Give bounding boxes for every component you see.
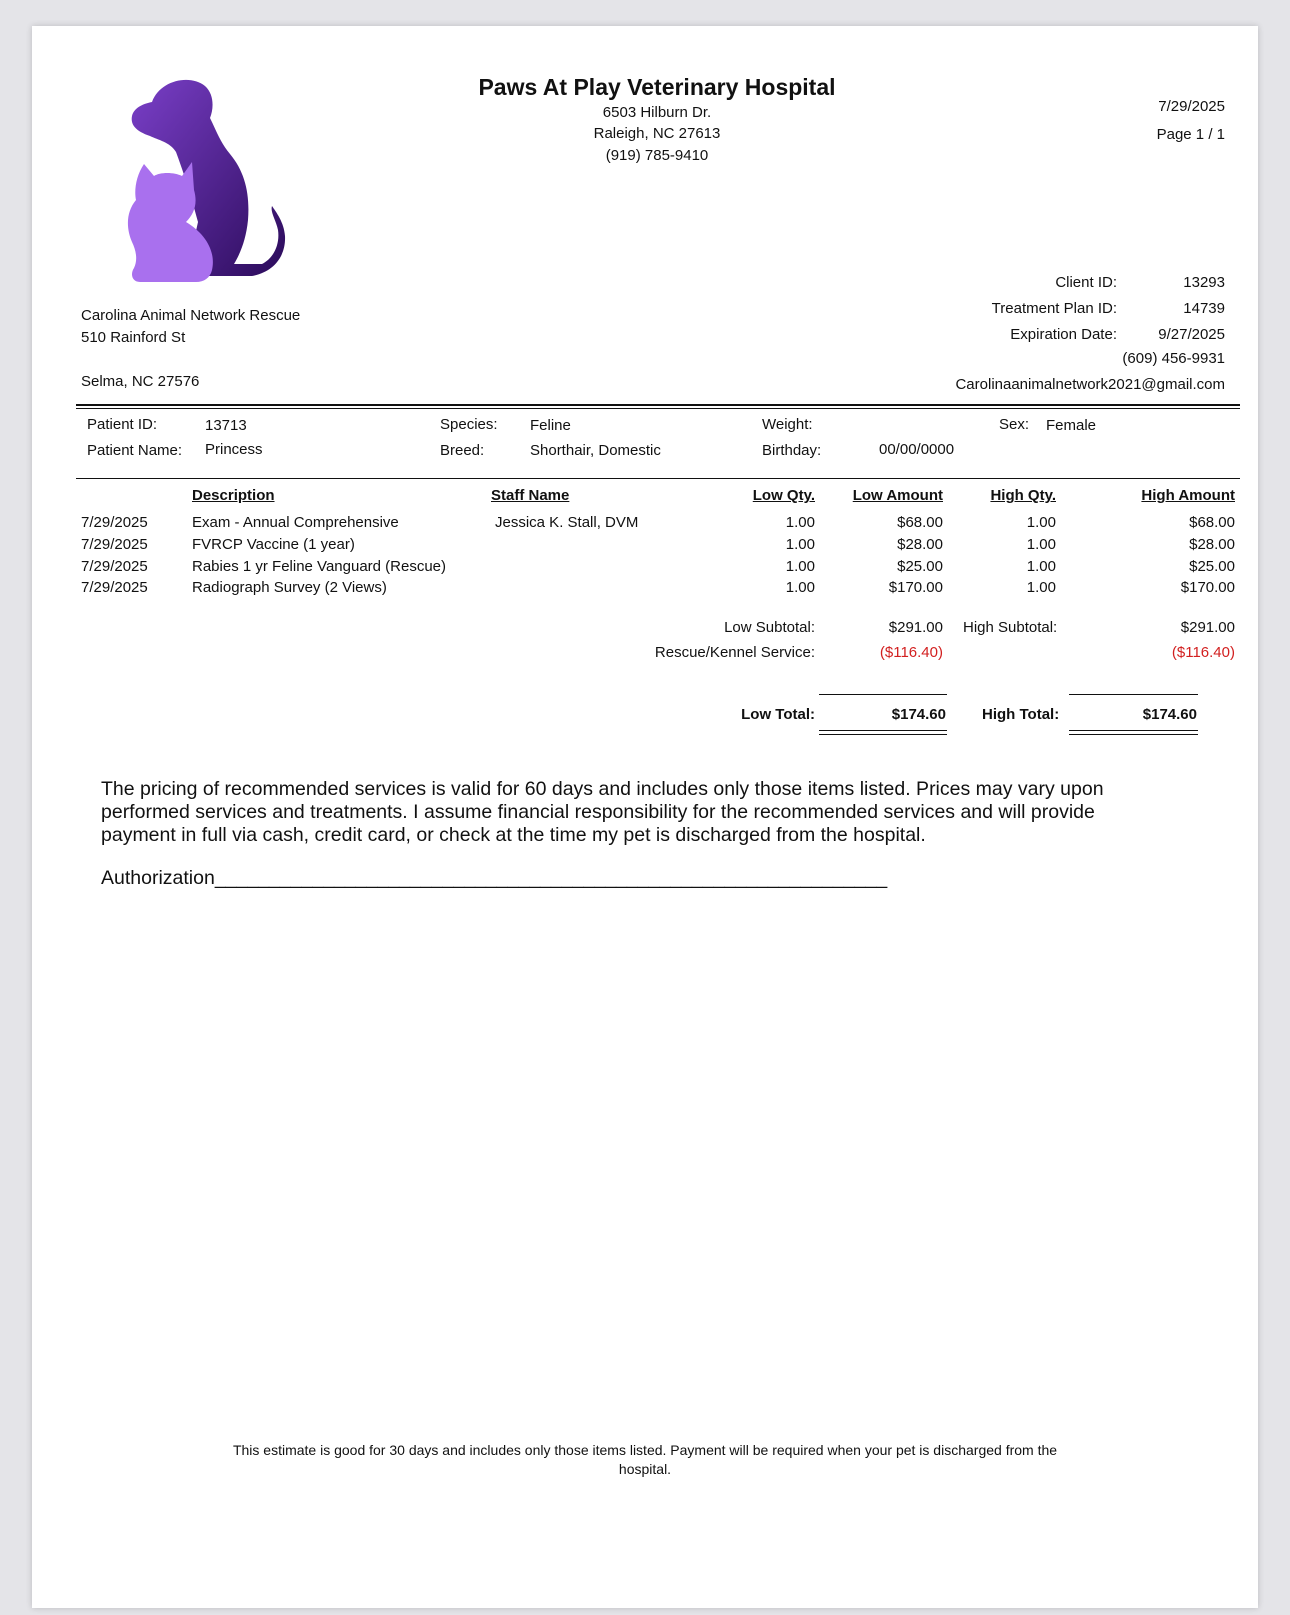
row-low-qty: 1.00 xyxy=(785,536,815,553)
paw-logo-icon xyxy=(90,72,290,288)
divider xyxy=(819,694,947,695)
sex-label: Sex: xyxy=(999,416,1030,433)
authorization-line[interactable]: Authorization______________________________________________________________ xyxy=(101,867,888,889)
low-qty-header: Low Qty. xyxy=(752,487,815,504)
high-qty-header: High Qty. xyxy=(990,487,1056,504)
patient-id-label: Patient ID: xyxy=(87,416,158,433)
high-subtotal-label: High Subtotal: xyxy=(963,619,1058,636)
high-amount-header: High Amount xyxy=(1141,487,1235,504)
row-low-qty: 1.00 xyxy=(785,558,815,575)
client-email[interactable]: Carolinaanimalnetwork2021@gmail.com xyxy=(955,376,1225,393)
divider xyxy=(76,408,1240,409)
page-number: Page 1 / 1 xyxy=(1156,126,1225,143)
hospital-phone: (919) 785-9410 xyxy=(605,147,709,164)
row-high-amount: $170.00 xyxy=(1180,579,1235,596)
row-staff: Jessica K. Stall, DVM xyxy=(495,514,639,531)
row-date: 7/29/2025 xyxy=(81,536,148,553)
row-high-amount: $28.00 xyxy=(1189,536,1235,553)
low-subtotal-label: Low Subtotal: xyxy=(724,619,815,636)
sex-value: Female xyxy=(1046,417,1097,434)
patient-name-value: Princess xyxy=(205,441,263,458)
patient-name-label: Patient Name: xyxy=(87,442,183,459)
divider xyxy=(819,730,947,731)
client-id-value: 13293 xyxy=(1183,274,1225,291)
row-high-qty: 1.00 xyxy=(1026,579,1056,596)
hospital-address-line1: 6503 Hilburn Dr. xyxy=(602,104,712,121)
species-value: Feline xyxy=(530,417,571,434)
low-subtotal-value: $291.00 xyxy=(888,619,943,636)
expiration-date-label: Expiration Date: xyxy=(1010,326,1117,343)
terms-line-2: performed services and treatments. I assume financial responsibility for the recommended services and will provide xyxy=(101,801,1095,823)
client-street: 510 Rainford St xyxy=(81,329,186,346)
divider xyxy=(76,478,1240,479)
client-id-label: Client ID: xyxy=(1055,274,1117,291)
species-label: Species: xyxy=(440,416,498,433)
treatment-plan-id-label: Treatment Plan ID: xyxy=(991,300,1117,317)
terms-line-1: The pricing of recommended services is valid for 60 days and includes only those items listed. Prices may vary upon xyxy=(101,778,1104,800)
row-description: Radiograph Survey (2 Views) xyxy=(192,579,387,596)
row-date: 7/29/2025 xyxy=(81,514,148,531)
breed-value: Shorthair, Domestic xyxy=(530,442,661,459)
row-description: FVRCP Vaccine (1 year) xyxy=(192,536,355,553)
low-amount-header: Low Amount xyxy=(852,487,943,504)
high-total-value: $174.60 xyxy=(1142,706,1197,723)
high-total-label: High Total: xyxy=(982,706,1060,723)
row-high-amount: $68.00 xyxy=(1189,514,1235,531)
staff-name-header: Staff Name xyxy=(491,487,570,504)
client-name: Carolina Animal Network Rescue xyxy=(81,307,301,324)
high-discount-value: ($116.40) xyxy=(1171,644,1235,661)
client-city: Selma, NC 27576 xyxy=(81,373,200,390)
row-date: 7/29/2025 xyxy=(81,579,148,596)
row-description: Exam - Annual Comprehensive xyxy=(192,514,399,531)
birthday-label: Birthday: xyxy=(762,442,822,459)
footer-line-1: This estimate is good for 30 days and includes only those items listed. Payment will be required when your pet is discharged from the xyxy=(232,1442,1058,1458)
row-high-qty: 1.00 xyxy=(1026,558,1056,575)
document-date: 7/29/2025 xyxy=(1158,98,1225,115)
row-description: Rabies 1 yr Feline Vanguard (Rescue) xyxy=(192,558,447,575)
patient-id-value: 13713 xyxy=(205,417,247,434)
footer-line-2: hospital. xyxy=(618,1461,672,1477)
row-low-qty: 1.00 xyxy=(785,514,815,531)
divider xyxy=(819,734,947,735)
weight-label: Weight: xyxy=(762,416,813,433)
row-low-amount: $68.00 xyxy=(897,514,943,531)
breed-label: Breed: xyxy=(440,442,485,459)
row-low-qty: 1.00 xyxy=(785,579,815,596)
estimate-page xyxy=(32,26,1258,1608)
expiration-date-value: 9/27/2025 xyxy=(1158,326,1225,343)
rescue-kennel-label: Rescue/Kennel Service: xyxy=(654,644,815,661)
divider xyxy=(76,404,1240,406)
row-date: 7/29/2025 xyxy=(81,558,148,575)
row-high-qty: 1.00 xyxy=(1026,514,1056,531)
description-header: Description xyxy=(192,487,275,504)
hospital-address-line2: Raleigh, NC 27613 xyxy=(593,125,721,142)
divider xyxy=(1069,730,1198,731)
low-discount-value: ($116.40) xyxy=(879,644,943,661)
divider xyxy=(1069,694,1198,695)
hospital-name: Paws At Play Veterinary Hospital xyxy=(478,74,836,100)
row-high-amount: $25.00 xyxy=(1189,558,1235,575)
terms-line-3: payment in full via cash, credit card, or check at the time my pet is discharged from the hospital. xyxy=(101,824,926,846)
high-subtotal-value: $291.00 xyxy=(1180,619,1235,636)
row-high-qty: 1.00 xyxy=(1026,536,1056,553)
birthday-value: 00/00/0000 xyxy=(879,441,955,458)
low-total-label: Low Total: xyxy=(741,706,815,723)
client-phone: (609) 456-9931 xyxy=(1122,350,1225,367)
treatment-plan-id-value: 14739 xyxy=(1183,300,1225,317)
row-low-amount: $170.00 xyxy=(888,579,943,596)
row-low-amount: $25.00 xyxy=(897,558,943,575)
divider xyxy=(1069,734,1198,735)
low-total-value: $174.60 xyxy=(891,706,946,723)
row-low-amount: $28.00 xyxy=(897,536,943,553)
